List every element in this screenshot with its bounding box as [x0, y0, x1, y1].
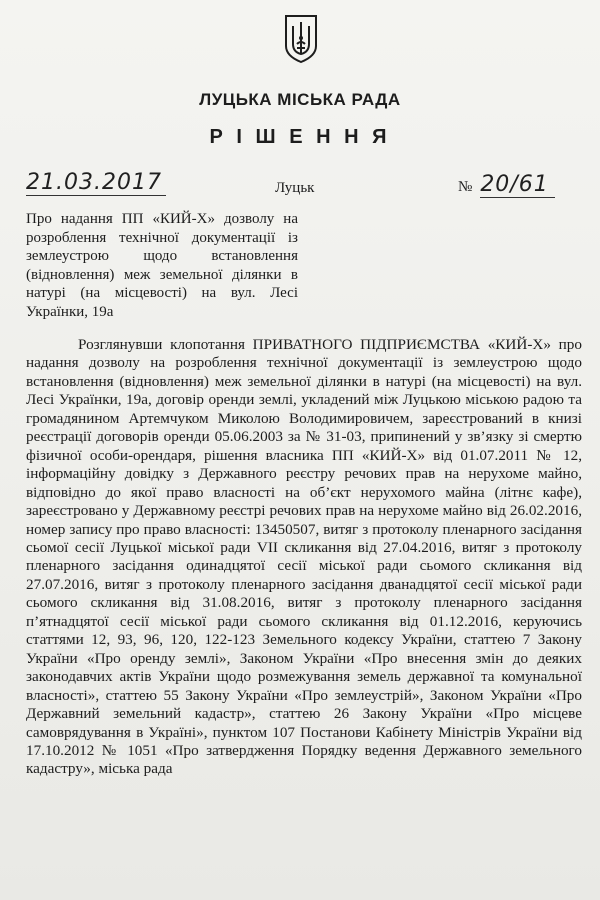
decision-number-group [458, 172, 555, 197]
decision-body [26, 336, 582, 779]
decision-subject [26, 210, 298, 322]
document-title: Р І Ш Е Н Н Я [209, 126, 391, 148]
body-paragraph: Розглянувши клопотання ПРИВАТНОГО ПІДПРИЄМСТВА «КИЙ-Х» про надання дозволу на розроблення технічної документації із землеустрою щодо встановлення (відновлення) меж земельної ділянки в натурі (на місцевості) на вул. Лесі Українки, 19а, договір оренди землі, укладений між Луцькою міською радою та громадянином Артемчуком Миколою Володимировичем, зареєстрований в книзі реєстрації договорів оренди 05.06.2003 за № 31-03, припинений у зв’язку зі смертю фізичної особи-орендаря, рішення власника ПП «КИЙ-Х» від 01.07.2011 № 12, інформаційну довідку з Державного реєстру речових прав на нерухоме майно, відповідно до якої право власності на об’єкт нерухомого майна (літнє кафе), зареєстровано у Державному реєстрі речових прав на нерухоме майно від 26.02.2016, номер запису про право власності: 13450507, витяг з протоколу пленарного засідання сьомої сесії Луцької міської ради VII скликання від 27.04.2016, витяг з протоколу пленарного засідання одинадцятої сесії міської ради сьомого скликання від 27.07.2016, витяг з протоколу пленарного засідання дванадцятої сесії міської ради сьомого скликання від 31.08.2016, витяг з протоколу пленарного засідання п’ятнадцятої сесії міської ради сьомого скликання від 01.12.2016, керуючись статтями 12, 93, 96, 120, 122-123 Земельного кодексу України, статтею 7 Закону України «Про оренду землі», Законом України «Про внесення змін до деяких законодавчих актів України щодо розмежування земель державної та комунальної власності», статтею 55 Закону України «Про землеустрій», Законом України «Про Державний земельний кадастр», статтею 26 Закону України «Про місцеве самоврядування в Україні», пунктом 107 Постанови Кабінету Міністрів України від 17.10.2012 № 1051 «Про затвердження Порядку ведення Державного земельного кадастру», міська рада [26, 336, 582, 778]
subject-text: Про надання ПП «КИЙ-Х» дозволу на розроблення технічної документації із землеустрою щодо встановлення (відновлення) меж земельної ділянки в натурі (на місцевості) на вул. Лесі Українки, 19а [26, 211, 298, 320]
coat-of-arms-trident-icon [284, 14, 318, 64]
city-name: Луцьк [275, 180, 315, 196]
decision-number: 20/61 [480, 172, 554, 198]
decision-date: 21.03.2017 [26, 170, 166, 196]
number-sign: № [458, 179, 473, 195]
council-name: ЛУЦЬКА МІСЬКА РАДА [199, 90, 401, 109]
